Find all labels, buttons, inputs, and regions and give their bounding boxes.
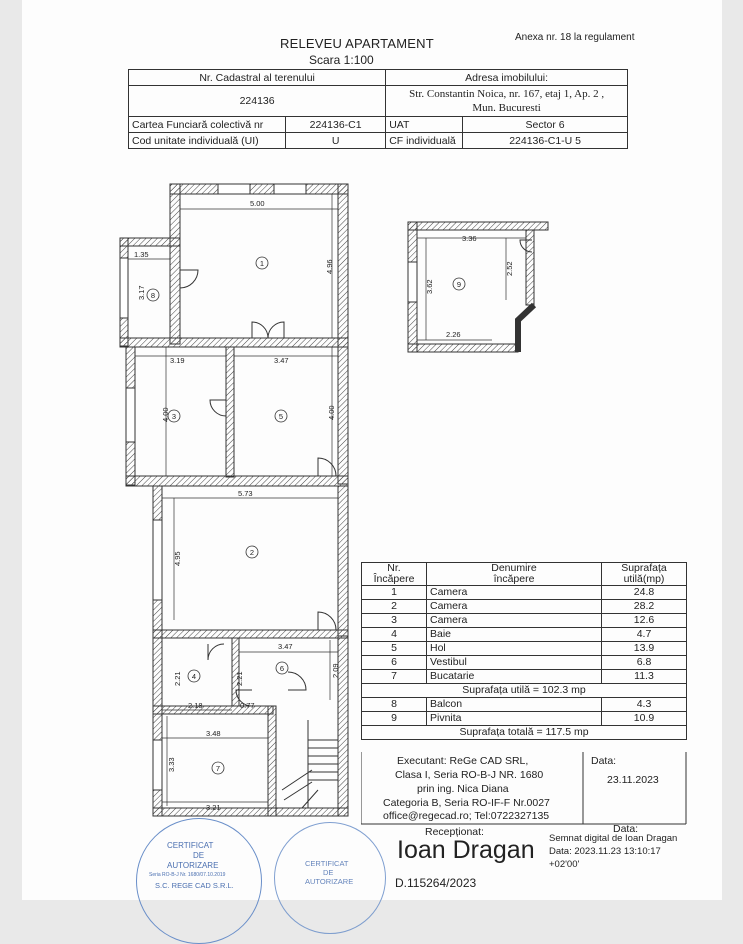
executant-date-label: Data: bbox=[591, 755, 617, 767]
stamp1-line-2: DE bbox=[193, 851, 205, 860]
row-nr: 6 bbox=[362, 656, 427, 670]
row-area: 4.3 bbox=[602, 698, 687, 712]
row-nr: 1 bbox=[362, 586, 427, 600]
signature-block bbox=[361, 752, 687, 890]
executant-line-4: Categoria B, Seria RO-IF-F Nr.0027 bbox=[383, 797, 550, 809]
row-area: 6.8 bbox=[602, 656, 687, 670]
dim-label: 3.47 bbox=[274, 356, 289, 365]
row-name: Camera bbox=[427, 600, 602, 614]
unit-code-label: Cod unitate individuală (UI) bbox=[129, 133, 286, 149]
row-nr: 9 bbox=[362, 712, 427, 726]
address-line-1: Str. Constantin Noica, nr. 167, etaj 1, Ap. 2 , bbox=[409, 88, 605, 100]
row-area: 11.3 bbox=[602, 670, 687, 684]
dim-label: 3.36 bbox=[462, 234, 477, 243]
dim-label: 2.09 bbox=[331, 663, 340, 678]
dim-label: 2.21 bbox=[235, 671, 244, 686]
document-scale: Scara 1:100 bbox=[309, 53, 374, 67]
table-row bbox=[362, 614, 687, 628]
uat-label: UAT bbox=[386, 117, 463, 133]
address-line-2: Mun. Bucuresti bbox=[472, 102, 541, 114]
col-area-header bbox=[602, 563, 687, 586]
window bbox=[153, 740, 162, 790]
wall bbox=[526, 230, 534, 305]
signature-name: Ioan Dragan bbox=[397, 836, 535, 864]
document-number: D.115264/2023 bbox=[395, 876, 477, 890]
window bbox=[218, 184, 250, 194]
dim-label: 3.47 bbox=[278, 642, 293, 651]
window bbox=[274, 184, 306, 194]
row-area: 28.2 bbox=[602, 600, 687, 614]
dim-label: 5.73 bbox=[238, 489, 253, 498]
stamp1-line-3: AUTORIZARE bbox=[167, 861, 219, 870]
row-nr: 4 bbox=[362, 628, 427, 642]
dim-label: 4.00 bbox=[161, 407, 170, 422]
digital-signature-line-2: Data: 2023.11.23 13:10:17 bbox=[549, 846, 661, 857]
wall bbox=[126, 476, 348, 486]
dim-label: 5.00 bbox=[250, 199, 265, 208]
receptionist-label: Recepționat: bbox=[425, 826, 484, 838]
table-row bbox=[362, 600, 687, 614]
digital-signature-line-1: Semnat digital de Ioan Dragan bbox=[549, 833, 678, 844]
door-swing bbox=[252, 322, 268, 338]
dim-label: 4.00 bbox=[327, 405, 336, 420]
dim-label: 1.35 bbox=[134, 250, 149, 259]
unit-code-value: U bbox=[286, 133, 386, 149]
stamp2-line-2: DE bbox=[323, 868, 334, 877]
address-label: Adresa imobilului: bbox=[386, 70, 628, 86]
door-swing bbox=[288, 672, 306, 690]
wall bbox=[170, 184, 180, 344]
window bbox=[126, 388, 135, 442]
wall bbox=[268, 706, 276, 816]
door-swing bbox=[208, 644, 224, 660]
cadastral-label: Nr. Cadastral al terenului bbox=[129, 70, 386, 86]
row-area: 13.9 bbox=[602, 642, 687, 656]
wall bbox=[408, 222, 548, 230]
cf-individual-value: 224136-C1-U 5 bbox=[463, 133, 628, 149]
wall bbox=[338, 486, 348, 636]
col-name-header bbox=[427, 563, 602, 586]
room-number: 3 bbox=[171, 412, 177, 421]
row-name: Balcon bbox=[427, 698, 602, 712]
wall-angled bbox=[518, 305, 534, 352]
table-row bbox=[362, 656, 687, 670]
room-number: 7 bbox=[215, 764, 221, 773]
col-nr-header-line: Încăpere bbox=[373, 573, 415, 585]
stamp1-line-1: CERTIFICAT bbox=[167, 841, 214, 850]
dim-label: 3.62 bbox=[425, 279, 434, 294]
door-swing bbox=[180, 270, 198, 288]
executant-line-5: office@regecad.ro; Tel:0722327135 bbox=[383, 810, 550, 822]
col-area-header-line: Suprafața bbox=[621, 562, 667, 574]
room-number: 8 bbox=[150, 291, 156, 300]
row-area: 24.8 bbox=[602, 586, 687, 600]
row-nr: 8 bbox=[362, 698, 427, 712]
table-row bbox=[362, 628, 687, 642]
document-sheet bbox=[22, 0, 722, 900]
stamp2-line-3: AUTORIZARE bbox=[305, 877, 354, 886]
digital-signature-line-3: +02'00' bbox=[549, 859, 580, 870]
document-title: RELEVEU APARTAMENT bbox=[280, 36, 434, 51]
stamp1-line-4: Seria RO-B-J Nr. 1680/07.10.2019 bbox=[149, 872, 226, 878]
cf-collective-label: Cartea Funciară colectivă nr bbox=[129, 117, 286, 133]
cf-individual-label: CF individuală bbox=[386, 133, 463, 149]
row-area: 4.7 bbox=[602, 628, 687, 642]
wall bbox=[170, 184, 348, 194]
table-row bbox=[362, 642, 687, 656]
room-number: 2 bbox=[249, 548, 255, 557]
wall bbox=[338, 184, 348, 484]
row-nr: 7 bbox=[362, 670, 427, 684]
useful-area-total: Suprafața utilă = 102.3 mp bbox=[362, 684, 687, 698]
rooms-table bbox=[361, 562, 687, 740]
dim-label: 3.17 bbox=[137, 285, 146, 300]
row-area: 10.9 bbox=[602, 712, 687, 726]
room-number: 5 bbox=[278, 412, 284, 421]
table-row bbox=[362, 712, 687, 726]
authorization-stamp-2 bbox=[274, 822, 386, 934]
row-name: Vestibul bbox=[427, 656, 602, 670]
col-name-header-line: Denumire bbox=[491, 562, 537, 574]
executant-line-2: Clasa I, Seria RO-B-J NR. 1680 bbox=[395, 769, 544, 781]
room-number: 6 bbox=[279, 664, 285, 673]
dim-label: 0.77 bbox=[240, 701, 255, 710]
dim-label: 2.26 bbox=[446, 330, 461, 339]
row-nr: 3 bbox=[362, 614, 427, 628]
col-name-header-line: încăpere bbox=[493, 573, 535, 585]
stamp2-line-1: CERTIFICAT bbox=[305, 859, 349, 868]
dim-label: 4.96 bbox=[325, 259, 334, 274]
table-row bbox=[362, 698, 687, 712]
dim-label: 2.21 bbox=[173, 671, 182, 686]
window bbox=[408, 262, 417, 302]
stamp1-line-5: S.C. REGE CAD S.R.L. bbox=[155, 881, 234, 890]
room-number: 9 bbox=[456, 280, 462, 289]
cadastral-value: 224136 bbox=[129, 86, 386, 117]
executant-line-3: prin ing. Nica Diana bbox=[417, 783, 509, 795]
dim-label: 3.21 bbox=[206, 803, 221, 812]
dim-label: 3.33 bbox=[167, 757, 176, 772]
dim-label: 3.48 bbox=[206, 729, 221, 738]
col-area-header-line: utilă(mp) bbox=[623, 573, 665, 585]
row-name: Bucatarie bbox=[427, 670, 602, 684]
room-number: 1 bbox=[259, 259, 265, 268]
col-nr-header-line: Nr. bbox=[387, 562, 401, 574]
door-swing bbox=[318, 612, 336, 630]
door-swing bbox=[268, 322, 284, 338]
row-name: Camera bbox=[427, 614, 602, 628]
receptionist-date-label: Data: bbox=[613, 823, 639, 835]
dim-label: 2.18 bbox=[188, 701, 203, 710]
executant-date-value: 23.11.2023 bbox=[607, 774, 659, 786]
uat-value: Sector 6 bbox=[463, 117, 628, 133]
cf-collective-value: 224136-C1 bbox=[286, 117, 386, 133]
wall bbox=[120, 338, 348, 347]
grand-area-total: Suprafața totală = 117.5 mp bbox=[362, 726, 687, 740]
wall bbox=[120, 238, 180, 246]
row-area: 12.6 bbox=[602, 614, 687, 628]
wall bbox=[338, 636, 348, 816]
executant-line-1: Executant: ReGe CAD SRL, bbox=[397, 755, 529, 767]
door-swing bbox=[210, 400, 226, 416]
row-name: Pivnita bbox=[427, 712, 602, 726]
authorization-stamp bbox=[136, 818, 262, 944]
wall bbox=[226, 347, 234, 477]
wall bbox=[153, 630, 348, 638]
annex-label: Anexa nr. 18 la regulament bbox=[515, 32, 635, 43]
row-name: Camera bbox=[427, 586, 602, 600]
wall bbox=[276, 808, 348, 816]
window bbox=[120, 258, 128, 318]
dim-label: 2.52 bbox=[505, 261, 514, 276]
window bbox=[153, 520, 162, 600]
table-row bbox=[362, 586, 687, 600]
row-name: Hol bbox=[427, 642, 602, 656]
row-nr: 5 bbox=[362, 642, 427, 656]
door-swing bbox=[318, 458, 336, 476]
room-number: 4 bbox=[191, 672, 197, 681]
wall bbox=[408, 344, 518, 352]
row-name: Baie bbox=[427, 628, 602, 642]
table-row bbox=[362, 670, 687, 684]
dim-label: 3.19 bbox=[170, 356, 185, 365]
col-nr-header bbox=[362, 563, 427, 586]
row-nr: 2 bbox=[362, 600, 427, 614]
dim-label: 4.95 bbox=[173, 551, 182, 566]
